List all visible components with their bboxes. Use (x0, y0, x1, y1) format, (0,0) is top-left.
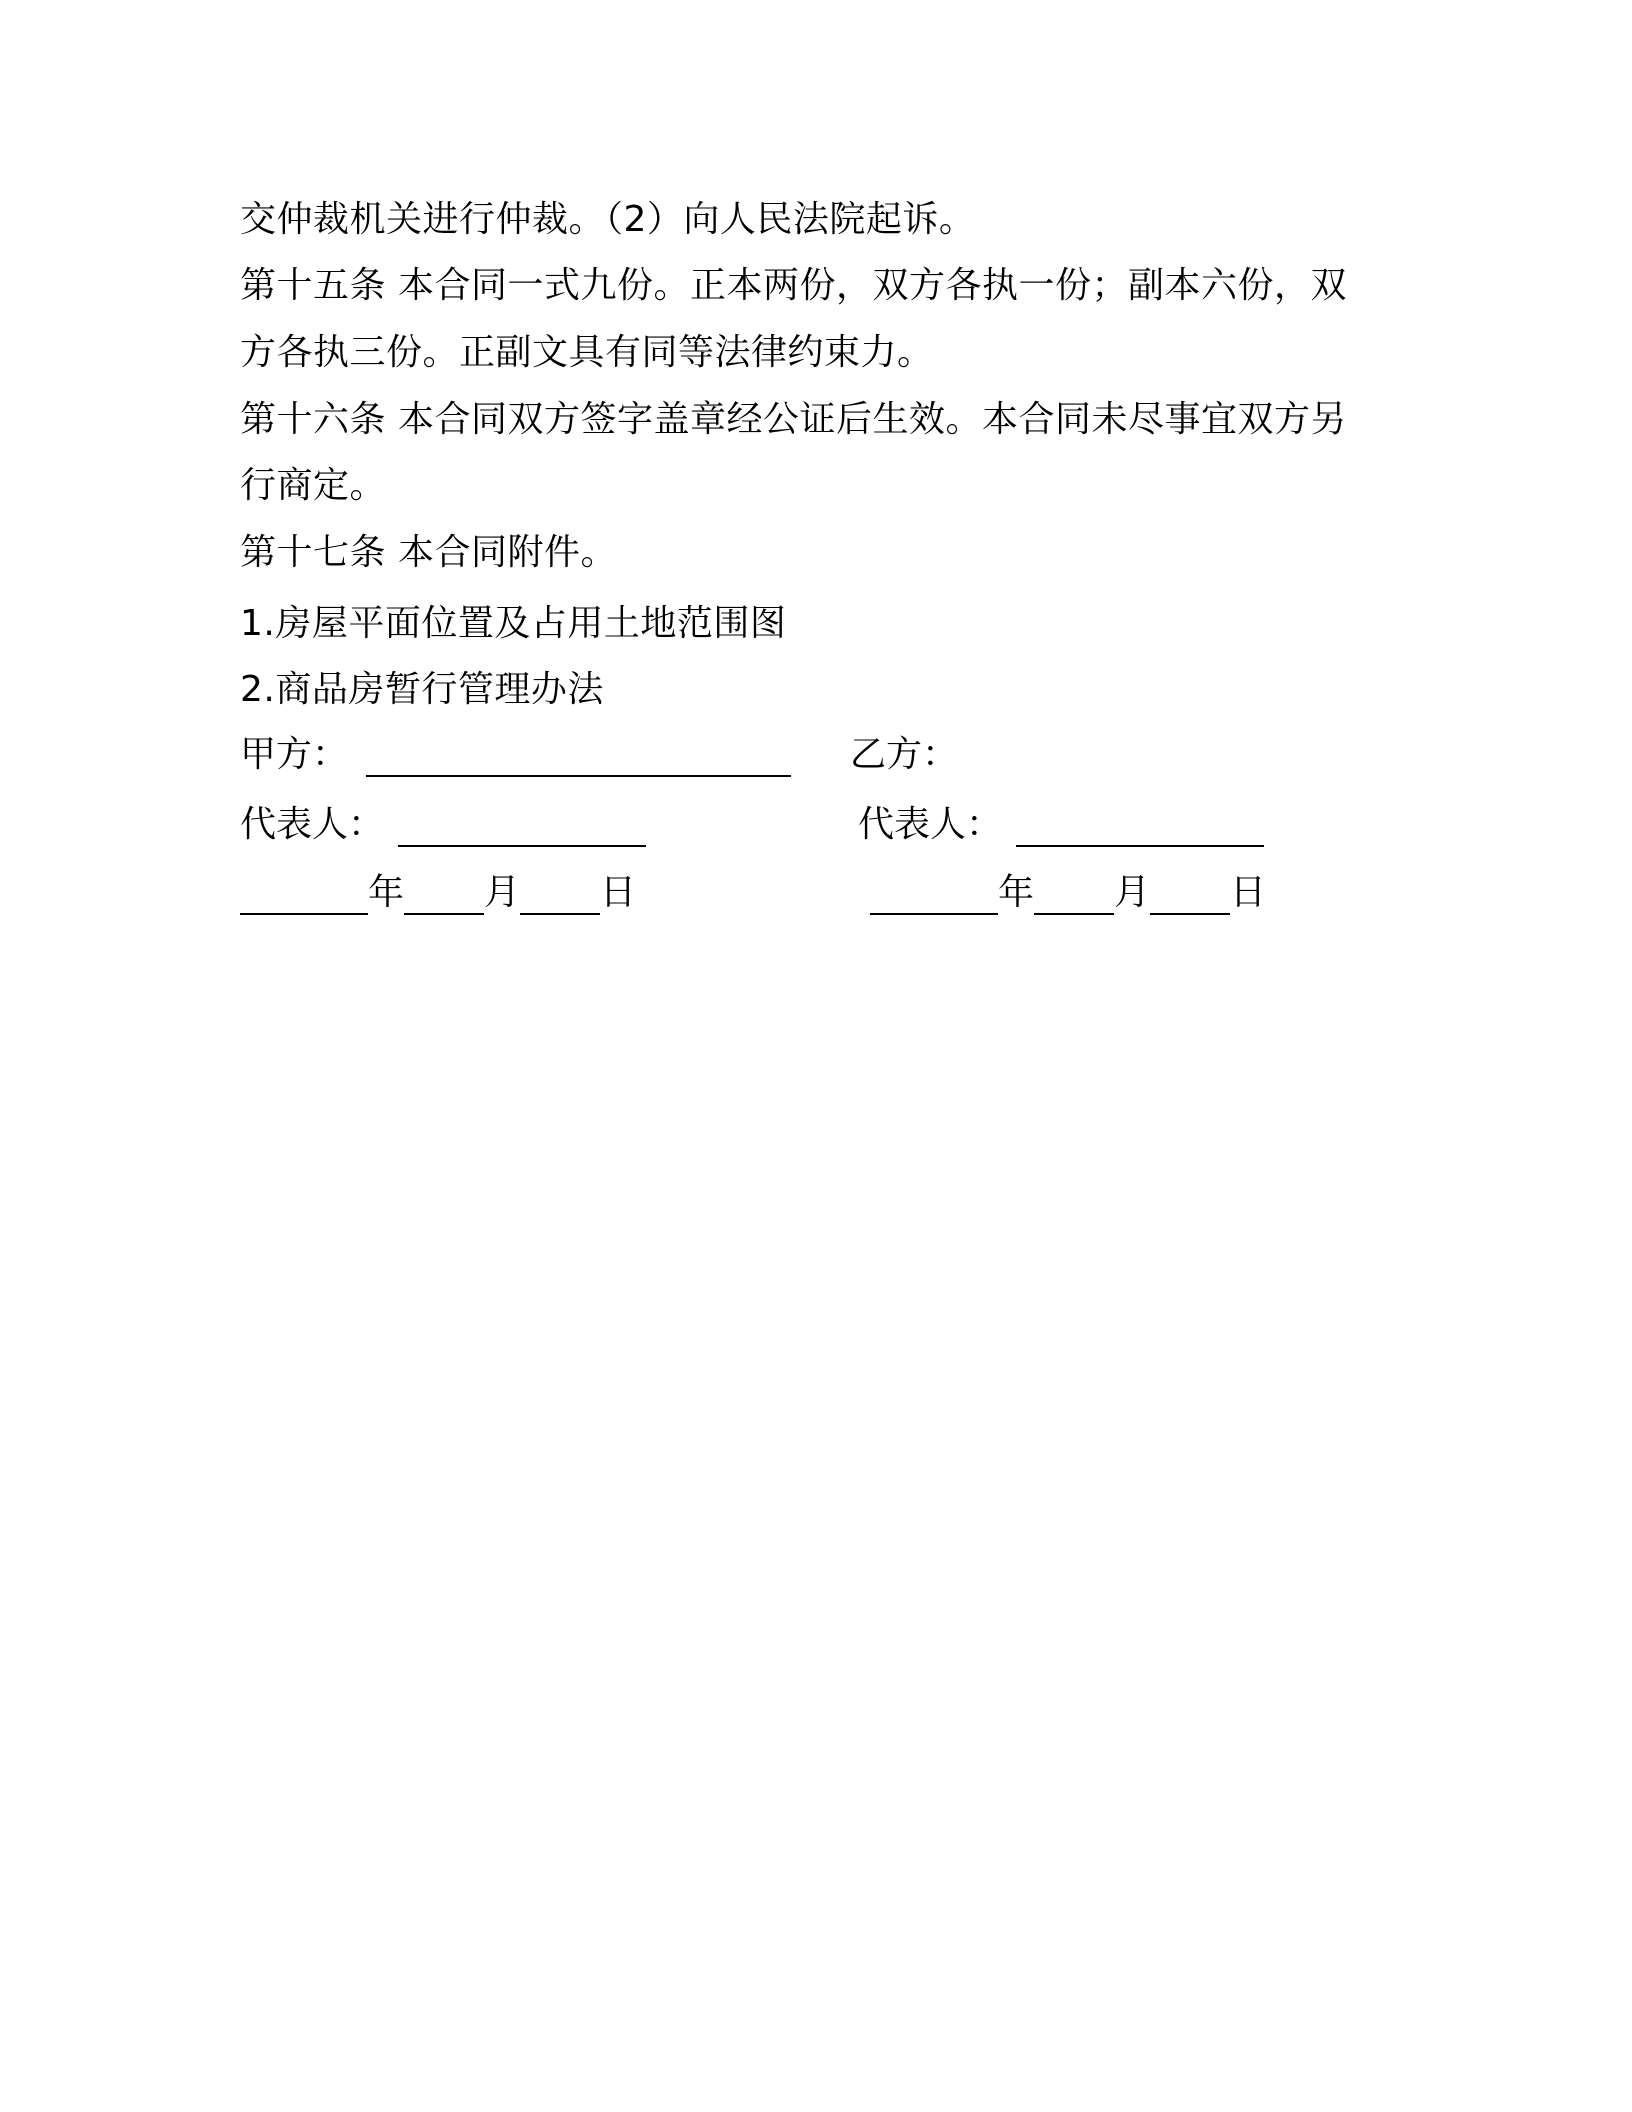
year-a-blank[interactable] (240, 879, 368, 915)
attachment-item-1: 1.房屋平面位置及占用土地范围图 (240, 603, 787, 644)
clause-15-line-2: 方各执三份。正副文具有同等法律约束力。 (240, 332, 934, 373)
party-a-field (240, 733, 791, 777)
month-a-blank[interactable] (404, 879, 484, 915)
clause-16-line-1: 第十六条 本合同双方签字盖章经公证后生效。本合同未尽事宜双方另 (240, 399, 1347, 440)
party-b-field (850, 733, 958, 777)
rep-b-blank[interactable] (1016, 811, 1264, 847)
rep-a-label: 代表人： (240, 804, 385, 845)
clause-line-1: 交仲裁机关进行仲裁。（2）向人民法院起诉。 (240, 199, 976, 240)
party-a-label: 甲方： (240, 734, 349, 775)
date-b-field (870, 871, 1266, 915)
clause-17-line: 第十七条 本合同附件。 (240, 532, 617, 573)
attachment-item-2: 2.商品房暂行管理办法 (240, 669, 604, 710)
month-b-blank[interactable] (1034, 879, 1114, 915)
rep-a-blank[interactable] (398, 811, 646, 847)
party-b-label: 乙方： (850, 734, 959, 775)
clause-16-line-2: 行商定。 (240, 465, 387, 506)
rep-a-field (240, 803, 646, 847)
day-a-blank[interactable] (520, 879, 600, 915)
party-a-blank[interactable] (366, 741, 791, 777)
rep-b-label: 代表人： (858, 804, 1003, 845)
month-a-label: 月 (484, 872, 521, 913)
date-a-field (240, 871, 636, 915)
clause-15-line-1: 第十五条 本合同一式九份。正本两份，双方各执一份；副本六份，双 (240, 265, 1347, 306)
day-b-blank[interactable] (1150, 879, 1230, 915)
day-b-label: 日 (1230, 872, 1267, 913)
year-b-blank[interactable] (870, 879, 998, 915)
rep-b-field (858, 803, 1264, 847)
year-b-label: 年 (998, 872, 1035, 913)
day-a-label: 日 (600, 872, 637, 913)
month-b-label: 月 (1114, 872, 1151, 913)
year-a-label: 年 (368, 872, 405, 913)
